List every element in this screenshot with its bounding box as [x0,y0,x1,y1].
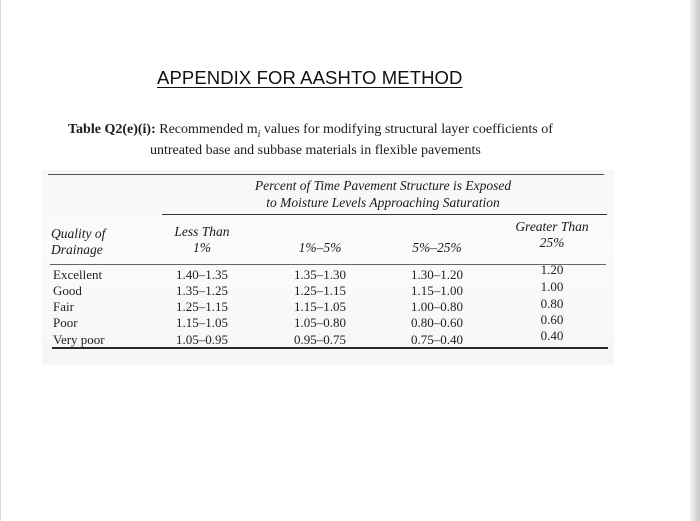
cell-verypoor-gt25: 0.40 [540,328,564,343]
col-header-4-line2: 25% [539,235,565,250]
cell-excellent-5to25: 1.30–1.20 [411,267,463,282]
group-header-line1: Percent of Time Pavement Structure is Exposed [254,178,512,193]
cell-fair-5to25: 1.00–0.80 [411,299,463,314]
cell-verypoor-1to5: 0.95–0.75 [294,332,346,347]
col-header-4-line1: Greater Than [515,219,589,234]
row-label-poor: Poor [53,315,78,330]
row-label-excellent: Excellent [53,267,103,282]
table-caption [68,122,628,159]
cell-excellent-gt25: 1.20 [540,262,564,277]
caption-text-line2: untreated base and subbase materials in flexible pavements [150,142,481,158]
cell-poor-lt1: 1.15–1.05 [176,315,228,330]
col-header-1-line2: 1% [193,240,211,255]
top-rule [48,174,604,175]
cell-poor-gt25: 0.60 [540,312,564,327]
row-header-line2: Drainage [51,242,103,257]
col-header-3: 5%–25% [412,240,462,255]
cell-fair-1to5: 1.15–1.05 [294,299,346,314]
row-header-line1: Quality of [51,226,106,241]
cell-poor-5to25: 0.80–0.60 [411,315,463,330]
group-header-line2: to Moisture Levels Approaching Saturation [266,195,500,210]
cell-good-gt25: 1.00 [540,279,564,294]
caption-text-part2: values for modifying structural layer coefficients of [263,122,553,137]
page-heading: APPENDIX FOR AASHTO METHOD [157,67,463,88]
row-label-fair: Fair [53,299,74,314]
cell-poor-1to5: 1.05–0.80 [294,315,346,330]
cell-verypoor-lt1: 1.05–0.95 [176,332,228,347]
col-header-2: 1%–5% [298,240,342,255]
row-label-good: Good [53,283,82,298]
col-header-1-line1: Less Than [174,224,230,239]
cell-fair-lt1: 1.25–1.15 [176,299,228,314]
group-header-rule [162,214,607,215]
scanned-table [42,170,614,365]
caption-subscript: i [257,128,261,140]
cell-good-1to5: 1.25–1.15 [294,283,346,298]
cell-good-5to25: 1.15–1.00 [411,283,463,298]
row-label-very-poor: Very poor [53,332,105,347]
caption-text-part1: Recommended m [159,122,258,137]
cell-excellent-lt1: 1.40–1.35 [176,267,228,282]
table-label: Table Q2(e)(i): [68,122,156,137]
cell-verypoor-5to25: 0.75–0.40 [411,332,463,347]
right-shadow [690,0,700,521]
left-border [0,0,1,521]
cell-good-lt1: 1.35–1.25 [176,283,228,298]
cell-excellent-1to5: 1.35–1.30 [294,267,346,282]
cell-fair-gt25: 0.80 [540,296,564,311]
